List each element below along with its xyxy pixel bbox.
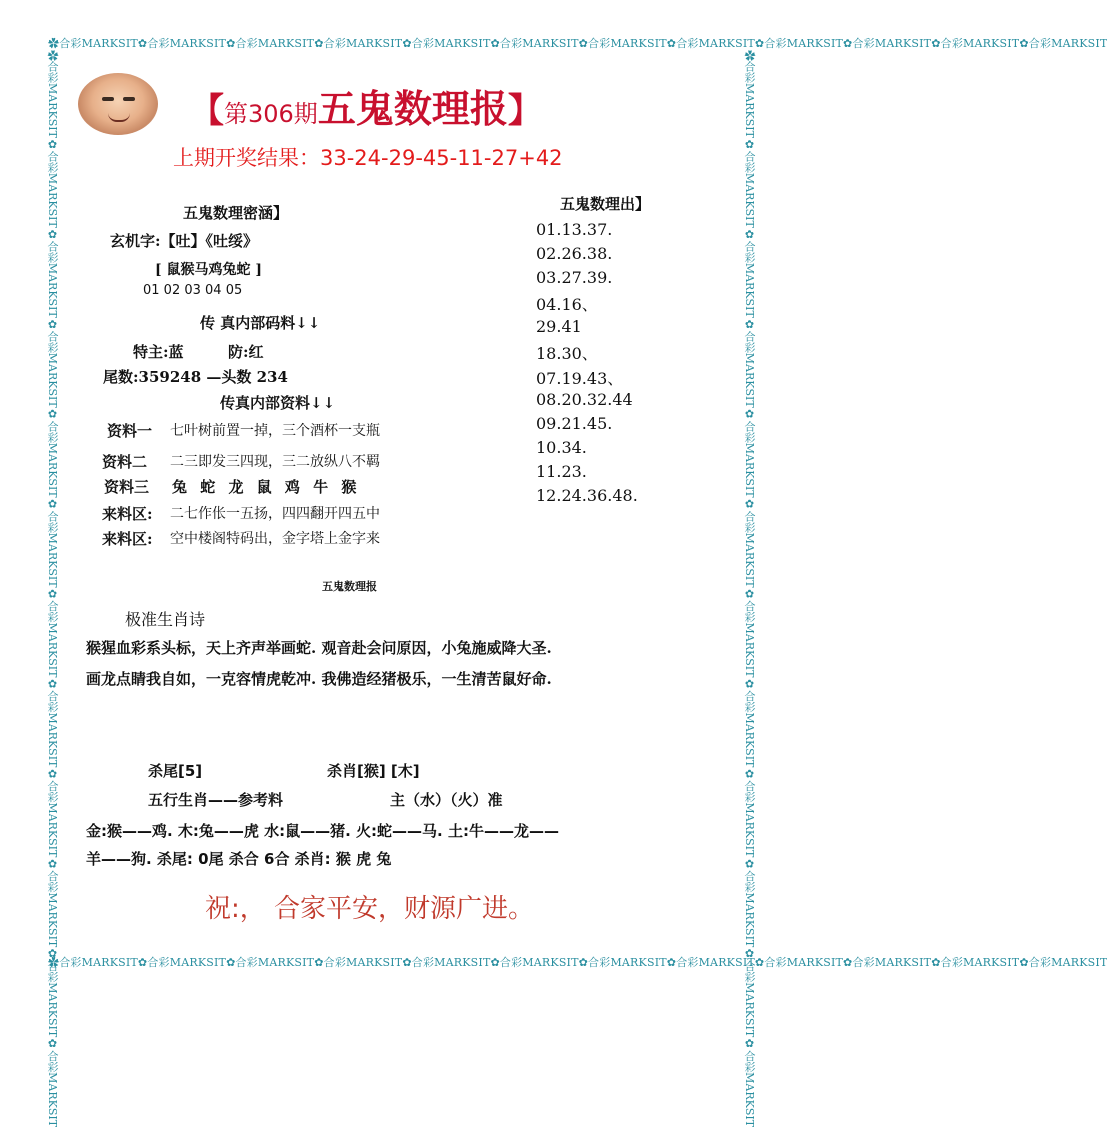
material-label-5: 来料区: (102, 530, 153, 548)
portrait-photo (78, 73, 158, 135)
number-line-10: 10.34. (536, 438, 587, 457)
poem-line-1: 猴猩血彩系头标，天上齐声举画蛇. 观音赴会问原因，小兔施威降大圣. (86, 639, 552, 657)
frame-left-border: ✿合彩MARKSIT✿合彩MARKSIT✿合彩MARKSIT✿合彩MARKSIT✿合彩MARKSIT✿合彩MARKSIT✿合彩MARKSIT✿合彩MARKSIT✿合彩MARKSIT✿合彩MARKSIT✿合彩MARKSIT✿合彩MARKSIT (46, 50, 59, 1127)
five-elements-main: 主（水）（火）准 (390, 791, 503, 809)
zodiac-bracket: [ 鼠猴马鸡兔蛇 ] (155, 262, 262, 278)
material-text-4: 二七作伥一五扬，四四翻开四五中 (170, 506, 380, 522)
fax-info-heading: 传真内部资料↓↓ (220, 394, 336, 412)
poem-heading: 极准生肖诗 (125, 610, 206, 629)
number-line-9: 09.21.45. (536, 414, 613, 433)
number-line-7: 07.19.43、 (536, 369, 624, 388)
frame-bottom-border: ✿合彩MARKSIT✿合彩MARKSIT✿合彩MARKSIT✿合彩MARKSIT✿合彩MARKSIT✿合彩MARKSIT✿合彩MARKSIT✿合彩MARKSIT✿合彩MARKSIT✿合彩MARKSIT✿合彩MARKSIT✿合彩MARKSIT (48, 956, 1107, 969)
five-elements-line-2: 羊——狗. 杀尾: 0尾 杀合 6合 杀肖: 猴 虎 兔 (86, 850, 392, 868)
meaning-heading: 五鬼数理密涵】 (183, 204, 289, 222)
issue-number: 第306期 (224, 100, 318, 128)
material-text-3: 兔 蛇 龙 鼠 鸡 牛 猴 (172, 478, 361, 496)
title-bracket-close: 】 (507, 91, 542, 131)
number-line-2: 02.26.38. (536, 244, 613, 263)
last-result: 上期开奖结果：33-24-29-45-11-27+42 (173, 146, 563, 170)
number-line-11: 11.23. (536, 462, 587, 481)
te-zhu: 特主:蓝 (133, 343, 184, 361)
five-elements-line-1: 金:猴——鸡. 木:兔——虎 水:鼠——猪. 火:蛇——马. 土:牛——龙—— (86, 822, 559, 840)
five-elements-label: 五行生肖——参考料 (148, 791, 284, 809)
kill-tail: 杀尾[5] (148, 762, 203, 780)
title-text: 五鬼数理报 (317, 86, 508, 131)
material-label-2: 资料二 (102, 453, 148, 471)
number-line-12: 12.24.36.48. (536, 486, 638, 505)
small-caption: 五鬼数理报 (322, 580, 377, 593)
xuanji-text: 玄机字:【吐】《吐绥》 (110, 232, 259, 250)
material-text-1: 七叶树前置一掉，三个酒杯一支瓶 (170, 423, 380, 439)
zodiac-numbers: 01 02 03 04 05 (143, 283, 243, 298)
poem-line-2: 画龙点睛我自如，一克容情虎乾冲. 我佛造经猪极乐，一生清苦鼠好命. (86, 670, 552, 688)
fax-code-heading: 传 真内部码料↓↓ (200, 314, 321, 332)
material-text-5: 空中楼阁特码出，金字塔上金字来 (170, 531, 380, 547)
material-label-4: 来料区: (102, 505, 153, 523)
tail-head-numbers: 尾数:359248 —头数 234 (103, 368, 288, 386)
frame-top-border: ✿合彩MARKSIT✿合彩MARKSIT✿合彩MARKSIT✿合彩MARKSIT✿合彩MARKSIT✿合彩MARKSIT✿合彩MARKSIT✿合彩MARKSIT✿合彩MARKSIT✿合彩MARKSIT✿合彩MARKSIT✿合彩MARKSIT (48, 37, 1107, 50)
number-line-5: 29.41 (536, 317, 582, 336)
page-title (190, 78, 542, 133)
fang-text: 防:红 (228, 343, 264, 361)
title-bracket-open: 【 (190, 91, 224, 131)
number-line-3: 03.27.39. (536, 268, 613, 287)
frame-right-border: ✿合彩MARKSIT✿合彩MARKSIT✿合彩MARKSIT✿合彩MARKSIT✿合彩MARKSIT✿合彩MARKSIT✿合彩MARKSIT✿合彩MARKSIT✿合彩MARKSIT✿合彩MARKSIT✿合彩MARKSIT✿合彩MARKSIT (743, 50, 756, 1127)
number-line-1: 01.13.37. (536, 220, 613, 239)
number-line-8: 08.20.32.44 (536, 390, 633, 409)
kill-zodiac: 杀肖[猴] [木] (327, 762, 420, 780)
material-label-1: 资料一 (107, 422, 153, 440)
material-text-2: 二三即发三四现，三二放纵八不羁 (170, 454, 380, 470)
number-line-6: 18.30、 (536, 344, 598, 363)
number-line-4: 04.16、 (536, 295, 598, 314)
material-label-3: 资料三 (104, 478, 150, 496)
blessing-text: 祝:， 合家平安，财源广进。 (205, 894, 535, 924)
numbers-heading: 五鬼数理出】 (560, 195, 651, 213)
